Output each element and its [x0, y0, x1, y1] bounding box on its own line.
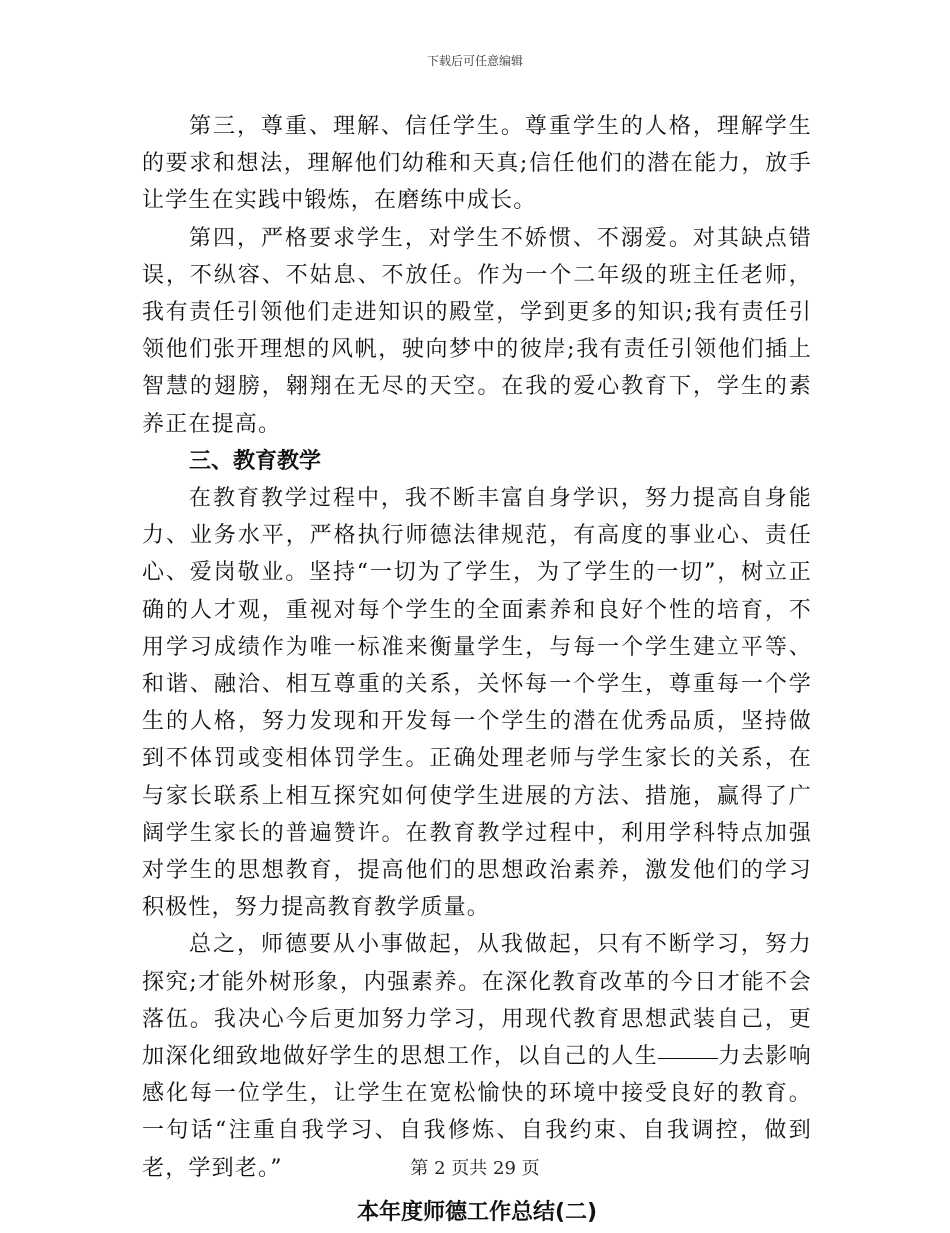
page-header: 下载后可任意编辑 — [426, 54, 523, 68]
paragraph-respect: 第三，尊重、理解、信任学生。尊重学生的人格，理解学生的要求和想法，理解他们幼稚和天真;信任他们的潜在能力，放手让学生在实践中锻炼，在磨练中成长。 — [142, 114, 812, 214]
page-number: 第 2 页共 29 页 — [410, 1158, 540, 1179]
document-body — [142, 108, 812, 1233]
paragraph-teaching: 在教育教学过程中，我不断丰富自身学识，努力提高自身能力、业务水平，严格执行师德法律规范，有高度的事业心、责任心、爱岗敬业。坚持“一切为了学生，为了学生的一切”，树立正确的人才观，重视对每个学生的全面素养和良好个性的培育，不用学习成绩作为唯一标准来衡量学生，与每一个学生建立平等、和谐、融洽、相互尊重的关系，关怀每一个学生，尊重每一个学生的人格，努力发现和开发每一个学生的潜在优秀品质，坚持做到不体罚或变相体罚学生。正确处理老师与学生家长的关系，在与家长联系上相互探究如何使学生进展的方法、措施，赢得了广阔学生家长的普遍赞许。在教育教学过程中，利用学科特点加强对学生的思想教育，提高他们的思想政治素养，激发他们的学习积极性，努力提高教育教学质量。 — [142, 486, 812, 921]
summary-text-part2: 力去影响感化每一位学生，让学生在宽松愉快的环境中接受良好的教育。一句话“注重自我学习、自我修炼、自我约束、自我调控，做到老，学到老。” — [142, 1044, 812, 1181]
section-title: 本年度师德工作总结(二) — [356, 1199, 598, 1225]
summary-text-part1: 总之，师德要从小事做起，从我做起，只有不断学习，努力探究;才能外树形象，内强素养。在深化教育改革的今日才能不会落伍。我决心今后更加努力学习，用现代教育思想武装自己，更加深化细致地做好学生的思想工作，以自己的人生 — [142, 932, 812, 1070]
paragraph-summary — [142, 926, 812, 1186]
section-heading-teaching: 三、教育教学 — [189, 448, 322, 474]
paragraph-strict: 第四，严格要求学生，对学生不娇惯、不溺爱。对其缺点错误，不纵容、不姑息、不放任。作为一个二年级的班主任老师，我有责任引领他们走进知识的殿堂，学到更多的知识;我有责任引领他们张开理想的风帆，驶向梦中的彼岸;我有责任引领他们插上智慧的翅膀，翱翔在无尽的天空。在我的爱心教育下，学生的素养正在提高。 — [142, 225, 812, 437]
fill-in-blank — [658, 1057, 718, 1059]
